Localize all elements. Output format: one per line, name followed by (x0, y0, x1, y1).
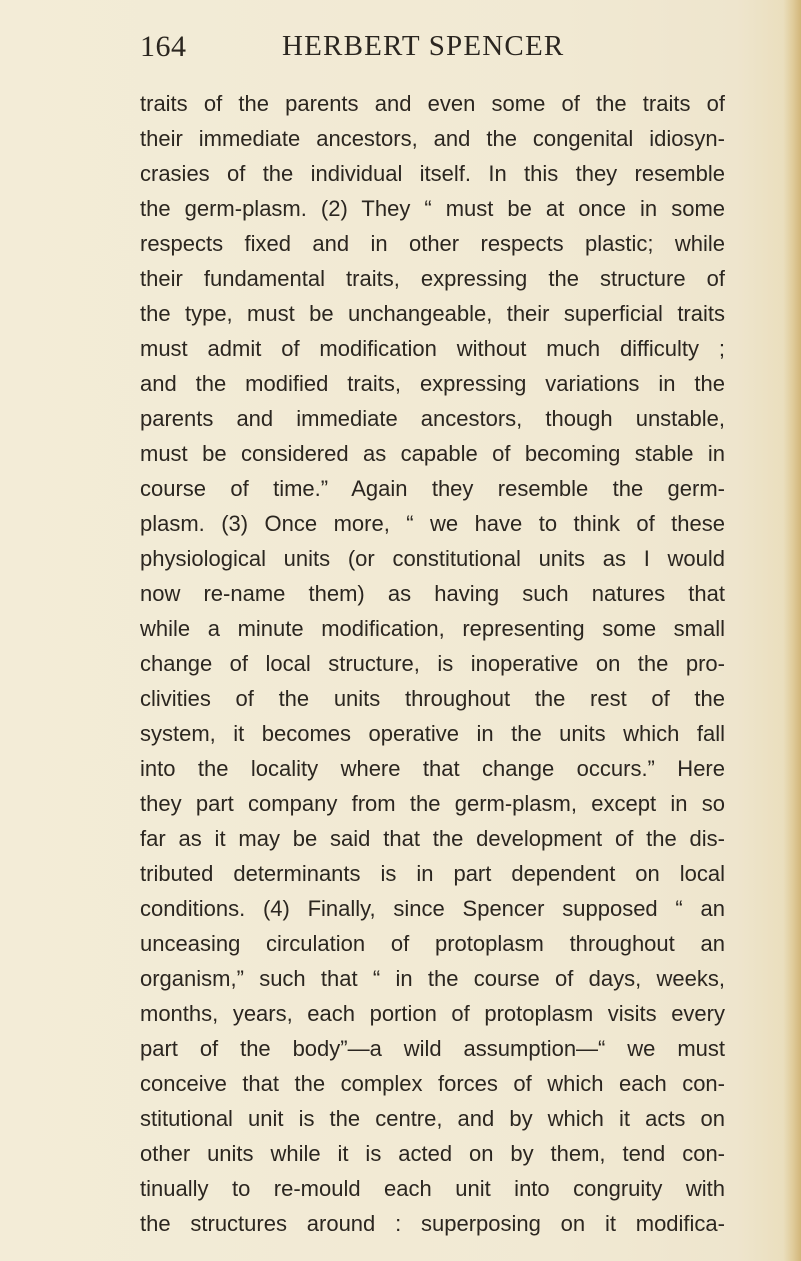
text-line: tinually to re-mould each unit into congruity with (140, 1176, 725, 1201)
text-line: into the locality where that change occurs.” Here (140, 756, 725, 781)
text-line: clivities of the units throughout the rest of the (140, 686, 725, 711)
body-text (140, 86, 725, 1241)
text-line: crasies of the individual itself. In this they resemble (140, 161, 725, 186)
text-line: course of time.” Again they resemble the germ- (140, 476, 725, 501)
text-line: system, it becomes operative in the units which fall (140, 721, 725, 746)
text-line: now re-name them) as having such natures that (140, 581, 725, 606)
running-head: HERBERT SPENCER (282, 30, 565, 62)
text-line: must admit of modification without much difficulty ; (140, 336, 725, 361)
page-number: 164 (140, 30, 187, 63)
text-line: plasm. (3) Once more, “ we have to think of these (140, 511, 725, 536)
text-line: the germ-plasm. (2) They “ must be at once in some (140, 196, 725, 221)
text-line: stitutional unit is the centre, and by which it acts on (140, 1106, 725, 1131)
text-line: conceive that the complex forces of which each con- (140, 1071, 725, 1096)
page-header (140, 30, 740, 70)
text-line: must be considered as capable of becoming stable in (140, 441, 725, 466)
text-line: traits of the parents and even some of the traits of (140, 91, 725, 116)
page-edge-shadow (783, 0, 801, 1261)
text-line: parents and immediate ancestors, though unstable, (140, 406, 725, 431)
text-line: unceasing circulation of protoplasm throughout an (140, 931, 725, 956)
text-line: their immediate ancestors, and the congenital idiosyn- (140, 126, 725, 151)
text-line: and the modified traits, expressing variations in the (140, 371, 725, 396)
text-line: other units while it is acted on by them, tend con- (140, 1141, 725, 1166)
text-line: while a minute modification, representing some small (140, 616, 725, 641)
text-line: months, years, each portion of protoplasm visits every (140, 1001, 725, 1026)
text-line: respects fixed and in other respects plastic; while (140, 231, 725, 256)
text-line: physiological units (or constitutional units as I would (140, 546, 725, 571)
text-line: they part company from the germ-plasm, except in so (140, 791, 725, 816)
text-line: their fundamental traits, expressing the structure of (140, 266, 725, 291)
text-line: organism,” such that “ in the course of days, weeks, (140, 966, 725, 991)
text-line: far as it may be said that the development of the dis- (140, 826, 725, 851)
text-line: change of local structure, is inoperative on the pro- (140, 651, 725, 676)
text-line: conditions. (4) Finally, since Spencer supposed “ an (140, 896, 725, 921)
text-line: tributed determinants is in part dependent on local (140, 861, 725, 886)
text-line: the structures around : superposing on it modifica- (140, 1211, 725, 1236)
text-line: part of the body”—a wild assumption—“ we must (140, 1036, 725, 1061)
text-line: the type, must be unchangeable, their superficial traits (140, 301, 725, 326)
